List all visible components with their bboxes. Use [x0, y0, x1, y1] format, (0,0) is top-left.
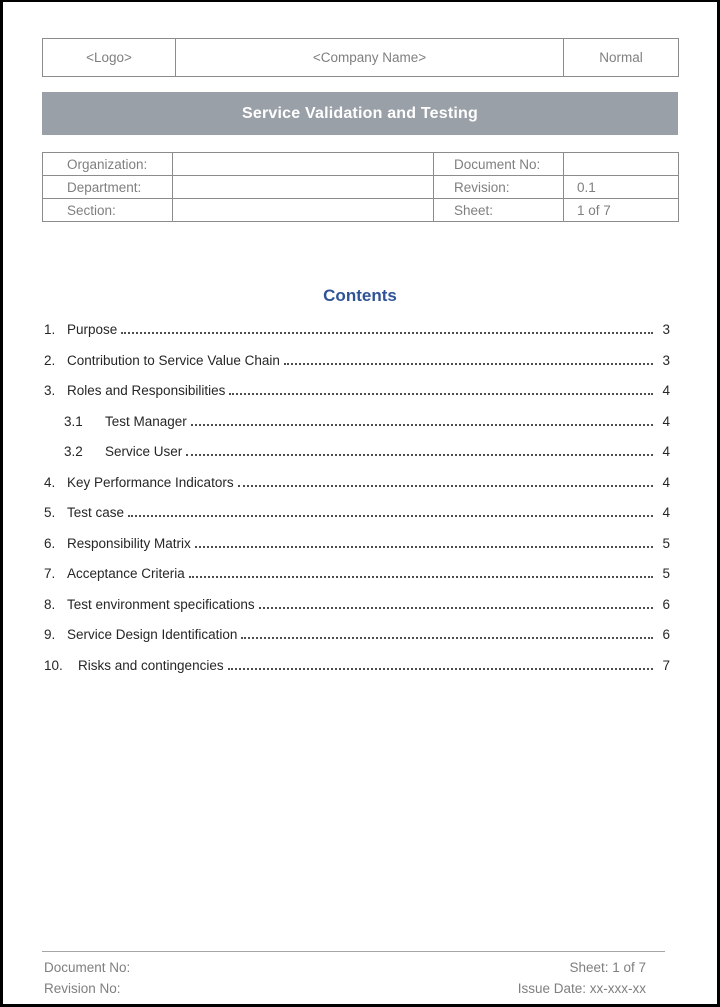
sheet-value: 1 of 7 — [564, 199, 679, 222]
toc-entry-number: 2. — [44, 352, 56, 368]
toc-entry-number: 3.1 — [64, 413, 83, 429]
footer-sheet: Sheet: 1 of 7 — [569, 960, 646, 975]
toc-entry[interactable] — [42, 658, 678, 673]
company-name-cell: <Company Name> — [176, 39, 564, 77]
toc-entry[interactable] — [42, 353, 678, 368]
toc-entry-label: Test environment specifications — [67, 596, 255, 612]
toc-entry-number: 5. — [44, 505, 56, 520]
toc-entry[interactable] — [42, 536, 678, 551]
section-value — [173, 199, 434, 222]
table-row — [43, 153, 679, 176]
contents-heading: Contents — [323, 286, 397, 305]
footer-left — [42, 957, 130, 999]
toc-leader-dots — [186, 454, 653, 456]
toc-entry-page: 4 — [662, 444, 670, 459]
toc-leader-dots — [284, 363, 653, 365]
document-title: Service Validation and Testing — [242, 104, 478, 122]
toc-entry-page: 4 — [662, 474, 670, 490]
toc-entry-number: 6. — [44, 535, 56, 551]
toc-leader-dots — [195, 546, 653, 548]
toc-entry-page: 4 — [662, 413, 670, 429]
toc-entry-label: Test Manager — [105, 413, 187, 429]
sheet-label: Sheet: — [434, 199, 564, 222]
toc-entry-page: 4 — [662, 505, 670, 520]
toc-entry-number: 10. — [44, 657, 63, 673]
toc-leader-dots — [228, 668, 653, 670]
toc-entry-label: Roles and Responsibilities — [67, 383, 226, 398]
document-no-label: Document No: — [434, 153, 564, 176]
header-table — [42, 38, 679, 77]
toc-entry-label: Responsibility Matrix — [67, 535, 191, 551]
toc-entry[interactable] — [42, 505, 678, 520]
toc-leader-dots — [128, 515, 653, 517]
toc-entry-label: Service User — [105, 444, 183, 459]
toc-entry-page: 3 — [662, 352, 670, 368]
footer-issue-date: Issue Date: xx-xxx-xx — [517, 981, 646, 996]
toc-entry-label: Purpose — [67, 322, 118, 337]
toc-entry-label: Test case — [67, 505, 125, 520]
section-label: Section: — [43, 199, 173, 222]
toc-entry-label: Key Performance Indicators — [67, 474, 234, 490]
toc-entry-page: 4 — [662, 383, 670, 398]
toc-leader-dots — [259, 607, 653, 609]
footer-revision-no: Revision No: — [44, 981, 121, 996]
toc-entry-page: 6 — [662, 627, 670, 642]
toc-leader-dots — [241, 637, 653, 639]
toc-entry[interactable] — [42, 322, 678, 337]
department-value — [173, 176, 434, 199]
toc-entry-page: 5 — [662, 535, 670, 551]
footer-document-no: Document No: — [44, 960, 131, 975]
document-classification-cell: Normal — [564, 39, 679, 77]
organization-value — [173, 153, 434, 176]
toc-entry-label: Acceptance Criteria — [67, 566, 185, 581]
document-info-table — [42, 152, 679, 222]
toc-entry-number: 7. — [44, 566, 56, 581]
toc-entry-page: 6 — [662, 596, 670, 612]
toc-leader-dots — [189, 576, 653, 578]
toc-entry-label: Risks and contingencies — [78, 657, 224, 673]
table-of-contents — [42, 322, 678, 688]
toc-entry-number: 3.2 — [64, 444, 83, 459]
table-row — [43, 199, 679, 222]
toc-entry-number: 4. — [44, 474, 56, 490]
title-banner — [42, 92, 678, 135]
toc-entry-label: Contribution to Service Value Chain — [67, 352, 280, 368]
toc-entry[interactable] — [42, 414, 678, 429]
revision-value: 0.1 — [564, 176, 679, 199]
toc-entry[interactable] — [42, 627, 678, 642]
toc-entry-number: 8. — [44, 596, 56, 612]
toc-leader-dots — [238, 485, 653, 487]
document-no-value — [564, 153, 679, 176]
toc-leader-dots — [229, 393, 653, 395]
footer-right — [518, 957, 665, 999]
department-label: Department: — [43, 176, 173, 199]
table-row — [43, 176, 679, 199]
organization-label: Organization: — [43, 153, 173, 176]
toc-entry-page: 3 — [662, 322, 670, 337]
toc-leader-dots — [191, 424, 653, 426]
logo-cell: <Logo> — [43, 39, 176, 77]
toc-entry-number: 3. — [44, 383, 56, 398]
revision-label: Revision: — [434, 176, 564, 199]
toc-entry-page: 7 — [662, 657, 670, 673]
toc-entry-page: 5 — [662, 566, 670, 581]
toc-entry[interactable] — [42, 383, 678, 398]
toc-entry[interactable] — [42, 566, 678, 581]
toc-entry-number: 9. — [44, 627, 56, 642]
toc-entry-label: Service Design Identification — [67, 627, 238, 642]
toc-entry[interactable] — [42, 475, 678, 490]
toc-entry-number: 1. — [44, 322, 56, 337]
toc-entry[interactable] — [42, 597, 678, 612]
toc-entry[interactable] — [42, 444, 678, 459]
page-footer — [42, 951, 665, 999]
toc-leader-dots — [121, 332, 653, 334]
